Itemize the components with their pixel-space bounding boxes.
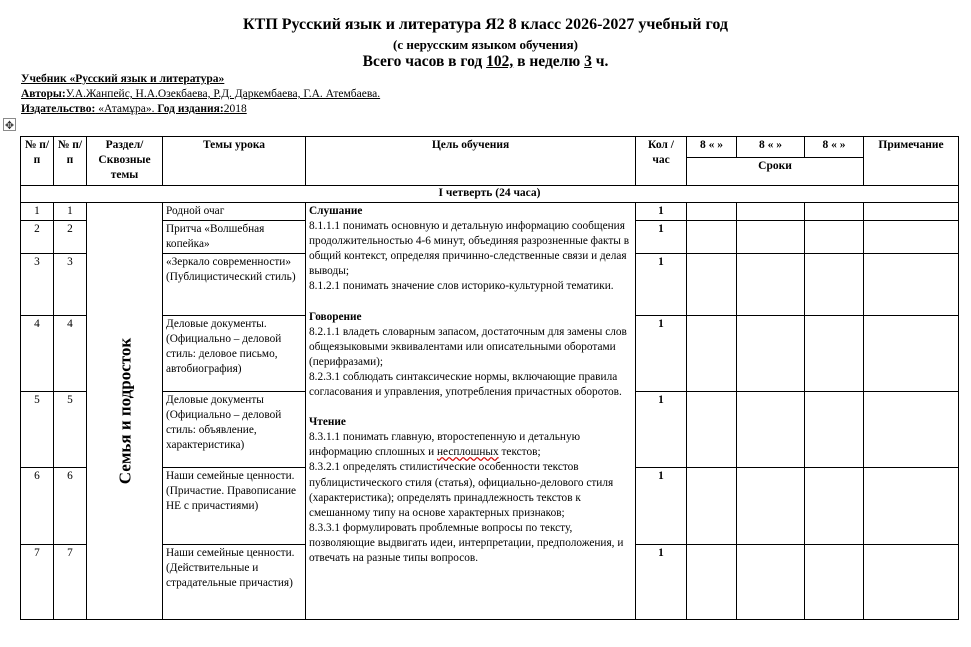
row-number-2: 1 xyxy=(54,203,87,221)
hours-cell: 1 xyxy=(636,468,687,545)
hours-cell: 1 xyxy=(636,203,687,221)
date-cell[interactable] xyxy=(805,545,864,620)
header-number-1: № п/п xyxy=(21,137,54,186)
goal-r1-part3: текстов; xyxy=(498,446,541,459)
date-cell[interactable] xyxy=(805,254,864,316)
goal-reading-heading: Чтение xyxy=(309,416,346,429)
row-number: 2 xyxy=(21,221,54,254)
authors-value: У.А.Жанпейс, Н.А.Озекбаева, Р.Д. Даркембаева, Г.А. Атембаева. xyxy=(65,88,381,100)
goal-s2: 8.2.3.1 соблюдать синтаксические нормы, включающие правила согласования и управления, употребления причастных оборотов. xyxy=(309,370,622,399)
row-number: 1 xyxy=(21,203,54,221)
year-label: Год издания: xyxy=(157,103,224,115)
hours-cell: 1 xyxy=(636,316,687,392)
publisher-label: Издательство: xyxy=(21,103,96,115)
date-cell[interactable] xyxy=(805,392,864,468)
section-name: Семья и подросток xyxy=(115,337,134,485)
date-cell[interactable] xyxy=(737,254,805,316)
goal-cell xyxy=(306,203,636,620)
table-row xyxy=(21,203,959,221)
date-cell[interactable] xyxy=(687,316,737,392)
header-note: Примечание xyxy=(864,137,959,186)
header-goal: Цель обучения xyxy=(306,137,636,186)
header-date-2: 8 « » xyxy=(737,137,805,158)
goal-speaking-heading: Говорение xyxy=(309,310,362,323)
hours-prefix: Всего часов в год xyxy=(362,53,487,70)
plan-table xyxy=(20,136,959,620)
note-cell[interactable] xyxy=(864,316,959,392)
section-cell xyxy=(87,203,163,620)
date-cell[interactable] xyxy=(737,392,805,468)
row-number-2: 3 xyxy=(54,254,87,316)
topic-cell: Деловые документы. (Официально – деловой стиль: деловое письмо, автобиография) xyxy=(163,316,306,392)
hours-suffix: ч. xyxy=(591,53,609,70)
date-cell[interactable] xyxy=(805,468,864,545)
note-cell[interactable] xyxy=(864,221,959,254)
row-number: 7 xyxy=(21,545,54,620)
goal-l2: 8.1.2.1 понимать значение слов историко-культурной тематики. xyxy=(309,280,614,293)
row-number-2: 6 xyxy=(54,468,87,545)
document-title: КТП Русский язык и литература Я2 8 класс 2026-2027 учебный год xyxy=(243,16,728,33)
row-number: 5 xyxy=(21,392,54,468)
note-cell[interactable] xyxy=(864,392,959,468)
goal-l1: 8.1.1.1 понимать основную и детальную информацию сообщения продолжительностью 4-6 минут, объединяя разрозненные факты в общий контекст, определяя причинно-следственные связи и делая выводы; xyxy=(309,220,630,278)
goal-r1-part2: несплошных xyxy=(437,446,499,459)
goal-r1 xyxy=(309,430,632,460)
topic-cell: Деловые документы (Официально – деловой стиль: объявление, характеристика) xyxy=(163,392,306,468)
publisher-value: «Атамұра». xyxy=(95,103,158,115)
date-cell[interactable] xyxy=(805,316,864,392)
goal-s1: 8.2.1.1 владеть словарным запасом, достаточным для замены слов общеязыковыми эквивалентами или описательными оборотами (перифразами); xyxy=(309,325,627,368)
date-cell[interactable] xyxy=(737,468,805,545)
topic-cell: Наши семейные ценности. (Причастие. Правописание НЕ с причастиями) xyxy=(163,468,306,545)
topic-cell: Наши семейные ценности. (Действительные и страдательные причастия) xyxy=(163,545,306,620)
header-date-1: 8 « » xyxy=(687,137,737,158)
date-cell[interactable] xyxy=(687,545,737,620)
row-number: 4 xyxy=(21,316,54,392)
header-dates: Сроки xyxy=(687,158,864,186)
hours-cell: 1 xyxy=(636,254,687,316)
hours-mid: в неделю xyxy=(513,53,585,70)
note-cell[interactable] xyxy=(864,203,959,221)
hours-per-year: 102, xyxy=(486,53,514,70)
date-cell[interactable] xyxy=(737,203,805,221)
topic-cell: Притча «Волшебная копейка» xyxy=(163,221,306,254)
date-cell[interactable] xyxy=(737,545,805,620)
authors-label: Авторы: xyxy=(21,88,66,100)
hours-cell: 1 xyxy=(636,545,687,620)
note-cell[interactable] xyxy=(864,545,959,620)
publisher-line xyxy=(21,102,247,116)
date-cell[interactable] xyxy=(805,221,864,254)
topic-cell: «Зеркало современности» (Публицистический стиль) xyxy=(163,254,306,316)
hours-cell: 1 xyxy=(636,392,687,468)
table-move-handle-icon[interactable]: ✥ xyxy=(4,119,15,132)
row-number-2: 2 xyxy=(54,221,87,254)
hours-per-week: 3 xyxy=(584,53,592,70)
goal-r3: 8.3.3.1 формулировать проблемные вопросы по тексту, позволяющие выдвигать идеи, интерпретации, предположения, и отвечать на разные типы вопросов. xyxy=(309,521,624,564)
goal-r1-part1: 8.3.1.1 понимать главную, второстепенную и детальную информацию сплошных и xyxy=(309,431,581,459)
header-topic: Темы урока xyxy=(163,137,306,186)
year-value: 2018 xyxy=(223,103,247,115)
goal-r2: 8.3.2.1 определять стилистические особенности текстов публицистического стиля (статья), официально-делового стиля (характеристика); определять принадлежность текстов к смешанному типу на основе характерных признаков; xyxy=(309,461,614,519)
date-cell[interactable] xyxy=(687,221,737,254)
goal-listening-heading: Слушание xyxy=(309,205,363,217)
topic-cell: Родной очаг xyxy=(163,203,306,221)
header-number-2: № п/п xyxy=(54,137,87,186)
date-cell[interactable] xyxy=(805,203,864,221)
header-section: Раздел/ Сквозные темы xyxy=(87,137,163,186)
date-cell[interactable] xyxy=(687,468,737,545)
document-subtitle: (с нерусским языком обучения) xyxy=(393,37,578,52)
textbook-line: Учебник «Русский язык и литература» xyxy=(21,73,225,85)
header-date-3: 8 « » xyxy=(805,137,864,158)
date-cell[interactable] xyxy=(737,316,805,392)
row-number-2: 4 xyxy=(54,316,87,392)
row-number: 3 xyxy=(21,254,54,316)
note-cell[interactable] xyxy=(864,468,959,545)
quarter-row: I четверть (24 часа) xyxy=(21,186,959,203)
hours-line xyxy=(0,53,971,71)
date-cell[interactable] xyxy=(687,254,737,316)
note-cell[interactable] xyxy=(864,254,959,316)
hours-cell: 1 xyxy=(636,221,687,254)
row-number: 6 xyxy=(21,468,54,545)
authors-line xyxy=(21,87,380,101)
row-number-2: 7 xyxy=(54,545,87,620)
date-cell[interactable] xyxy=(737,221,805,254)
row-number-2: 5 xyxy=(54,392,87,468)
date-cell[interactable] xyxy=(687,203,737,221)
date-cell[interactable] xyxy=(687,392,737,468)
header-hours: Кол / час xyxy=(636,137,687,186)
